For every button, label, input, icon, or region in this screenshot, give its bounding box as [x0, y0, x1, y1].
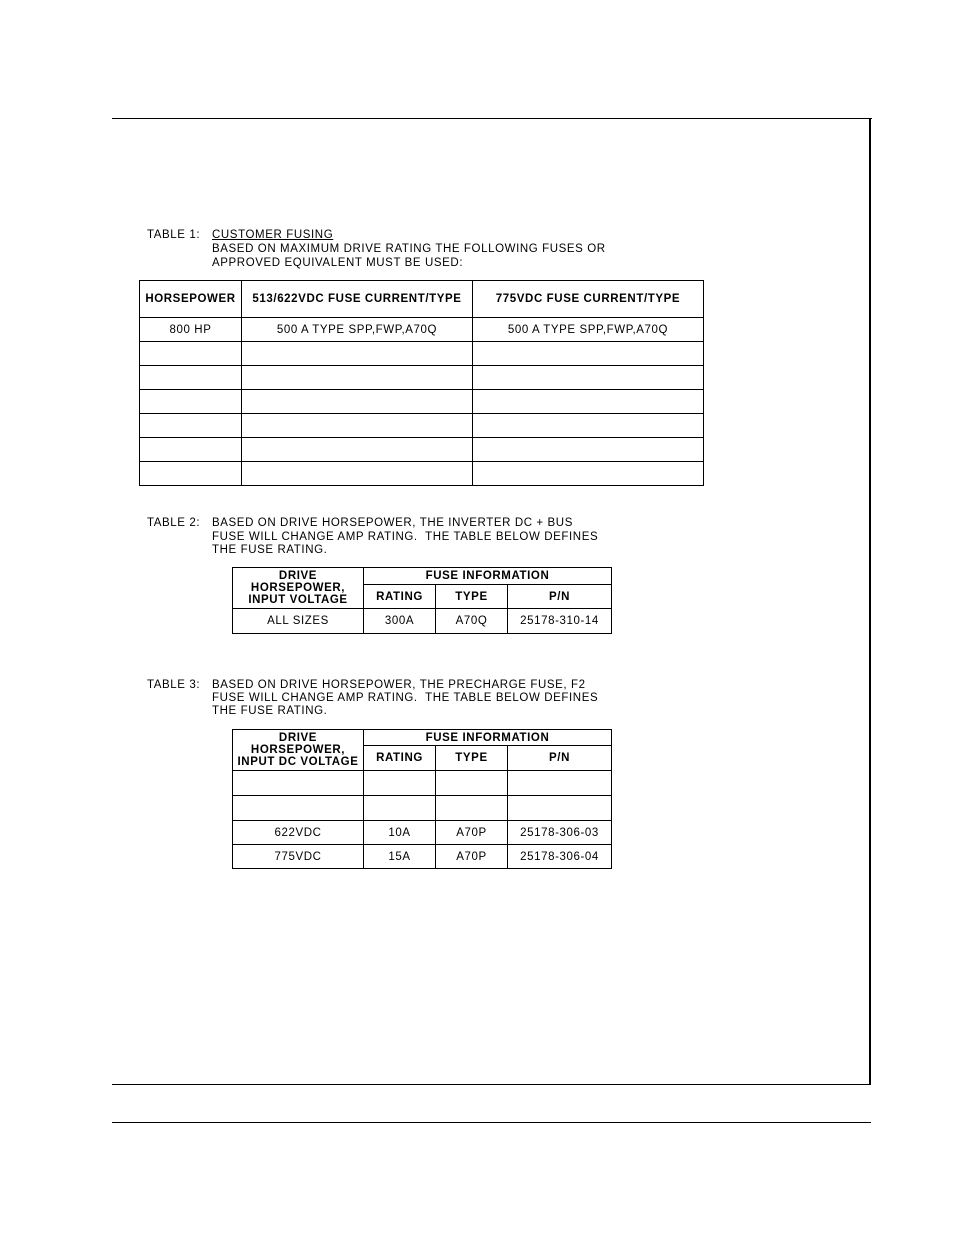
table3-header-pn: P/N [508, 746, 612, 771]
table3-cell [508, 796, 612, 821]
inverter-dc-bus-fuse-table [232, 567, 612, 634]
table1-cell [140, 366, 242, 390]
frame-top-line [112, 118, 872, 119]
table3-cell: 622VDC [233, 821, 364, 845]
table-row [233, 845, 612, 869]
table2-header-pn: P/N [508, 585, 612, 609]
table3-cell: 25178-306-04 [508, 845, 612, 869]
table1-cell: 500 A TYPE SPP,FWP,A70Q [242, 318, 473, 342]
table-row [140, 342, 704, 366]
table1-cell [242, 366, 473, 390]
table1-cell [242, 342, 473, 366]
table1-header-row [140, 281, 704, 318]
table2-header-drive-line2: HORSEPOWER, [250, 582, 346, 594]
table1-cell [140, 342, 242, 366]
table3-cell [364, 771, 436, 796]
table1-header-horsepower: HORSEPOWER [140, 281, 242, 318]
table2-desc-line1: BASED ON DRIVE HORSEPOWER, THE INVERTER DC + BUS [212, 517, 573, 529]
table2-desc-line2: FUSE WILL CHANGE AMP RATING. THE TABLE BELOW DEFINES [212, 531, 599, 543]
table3-header-drive-line2: HORSEPOWER, [250, 744, 346, 756]
table1-cell: 500 A TYPE SPP,FWP,A70Q [473, 318, 704, 342]
precharge-fuse-table [232, 729, 612, 869]
table3-cell: 10A [364, 821, 436, 845]
table1-cell [473, 462, 704, 486]
table2-label: TABLE 2: [147, 517, 201, 529]
table3-cell: A70P [436, 821, 508, 845]
table3-cell: 15A [364, 845, 436, 869]
table2-header-type: TYPE [436, 585, 508, 609]
table1-cell [242, 462, 473, 486]
table2-header-drive-line3: INPUT VOLTAGE [248, 594, 348, 606]
table3-cell [233, 796, 364, 821]
table-row [140, 366, 704, 390]
table1-cell [473, 366, 704, 390]
table3-cell: 775VDC [233, 845, 364, 869]
table1-title: CUSTOMER FUSING [212, 229, 334, 241]
table2-desc-line3: THE FUSE RATING. [212, 544, 328, 556]
table3-cell [436, 796, 508, 821]
table2-cell: 25178-310-14 [508, 609, 612, 634]
frame-bottom-line [112, 1084, 871, 1085]
table-row [140, 438, 704, 462]
table-row [140, 318, 704, 342]
table3-cell [436, 771, 508, 796]
table2-header-drive-line1: DRIVE [278, 570, 318, 582]
table1-cell: 800 HP [140, 318, 242, 342]
table1-label: TABLE 1: [147, 229, 201, 241]
table1-desc-line1: BASED ON MAXIMUM DRIVE RATING THE FOLLOWING FUSES OR [212, 243, 606, 255]
table2-header-drive [233, 568, 364, 609]
customer-fusing-table [139, 280, 704, 486]
table1-cell [242, 414, 473, 438]
table1-cell [242, 438, 473, 462]
table2-cell: 300A [364, 609, 436, 634]
table3-header-rating: RATING [364, 746, 436, 771]
table1-cell [473, 390, 704, 414]
table-row [140, 390, 704, 414]
table3-header-type: TYPE [436, 746, 508, 771]
table1-header-775vdc: 775VDC FUSE CURRENT/TYPE [473, 281, 704, 318]
table3-cell: A70P [436, 845, 508, 869]
table3-header-drive-line1: DRIVE [278, 732, 318, 744]
table3-cell [508, 771, 612, 796]
table3-cell [233, 771, 364, 796]
table3-cell: 25178-306-03 [508, 821, 612, 845]
table1-cell [242, 390, 473, 414]
table1-desc-line2: APPROVED EQUIVALENT MUST BE USED: [212, 257, 464, 269]
table1-cell [140, 462, 242, 486]
frame-right-line [869, 118, 871, 1085]
table2-cell: ALL SIZES [233, 609, 364, 634]
table3-label: TABLE 3: [147, 679, 201, 691]
table3-desc-line2: FUSE WILL CHANGE AMP RATING. THE TABLE BELOW DEFINES [212, 692, 599, 704]
table1-cell [140, 390, 242, 414]
table1-header-513-622vdc: 513/622VDC FUSE CURRENT/TYPE [242, 281, 473, 318]
table3-header-drive-line3: INPUT DC VOLTAGE [237, 756, 359, 768]
table2-header-fuse-information: FUSE INFORMATION [364, 568, 612, 585]
table-row [233, 821, 612, 845]
table-row [233, 771, 612, 796]
table1-cell [473, 438, 704, 462]
table-row [233, 796, 612, 821]
table3-header-row [233, 730, 612, 746]
table3-desc-line3: THE FUSE RATING. [212, 705, 328, 717]
table-row [140, 414, 704, 438]
table3-header-fuse-information: FUSE INFORMATION [364, 730, 612, 746]
table3-cell [364, 796, 436, 821]
table1-cell [473, 342, 704, 366]
table2-header-rating: RATING [364, 585, 436, 609]
table1-cell [140, 414, 242, 438]
table3-header-drive [233, 730, 364, 771]
table-row [233, 609, 612, 634]
table2-header-row [233, 568, 612, 585]
footer-rule [112, 1122, 871, 1123]
table-row [140, 462, 704, 486]
table1-cell [473, 414, 704, 438]
table2-cell: A70Q [436, 609, 508, 634]
table1-cell [140, 438, 242, 462]
table3-desc-line1: BASED ON DRIVE HORSEPOWER, THE PRECHARGE FUSE, F2 [212, 679, 586, 691]
